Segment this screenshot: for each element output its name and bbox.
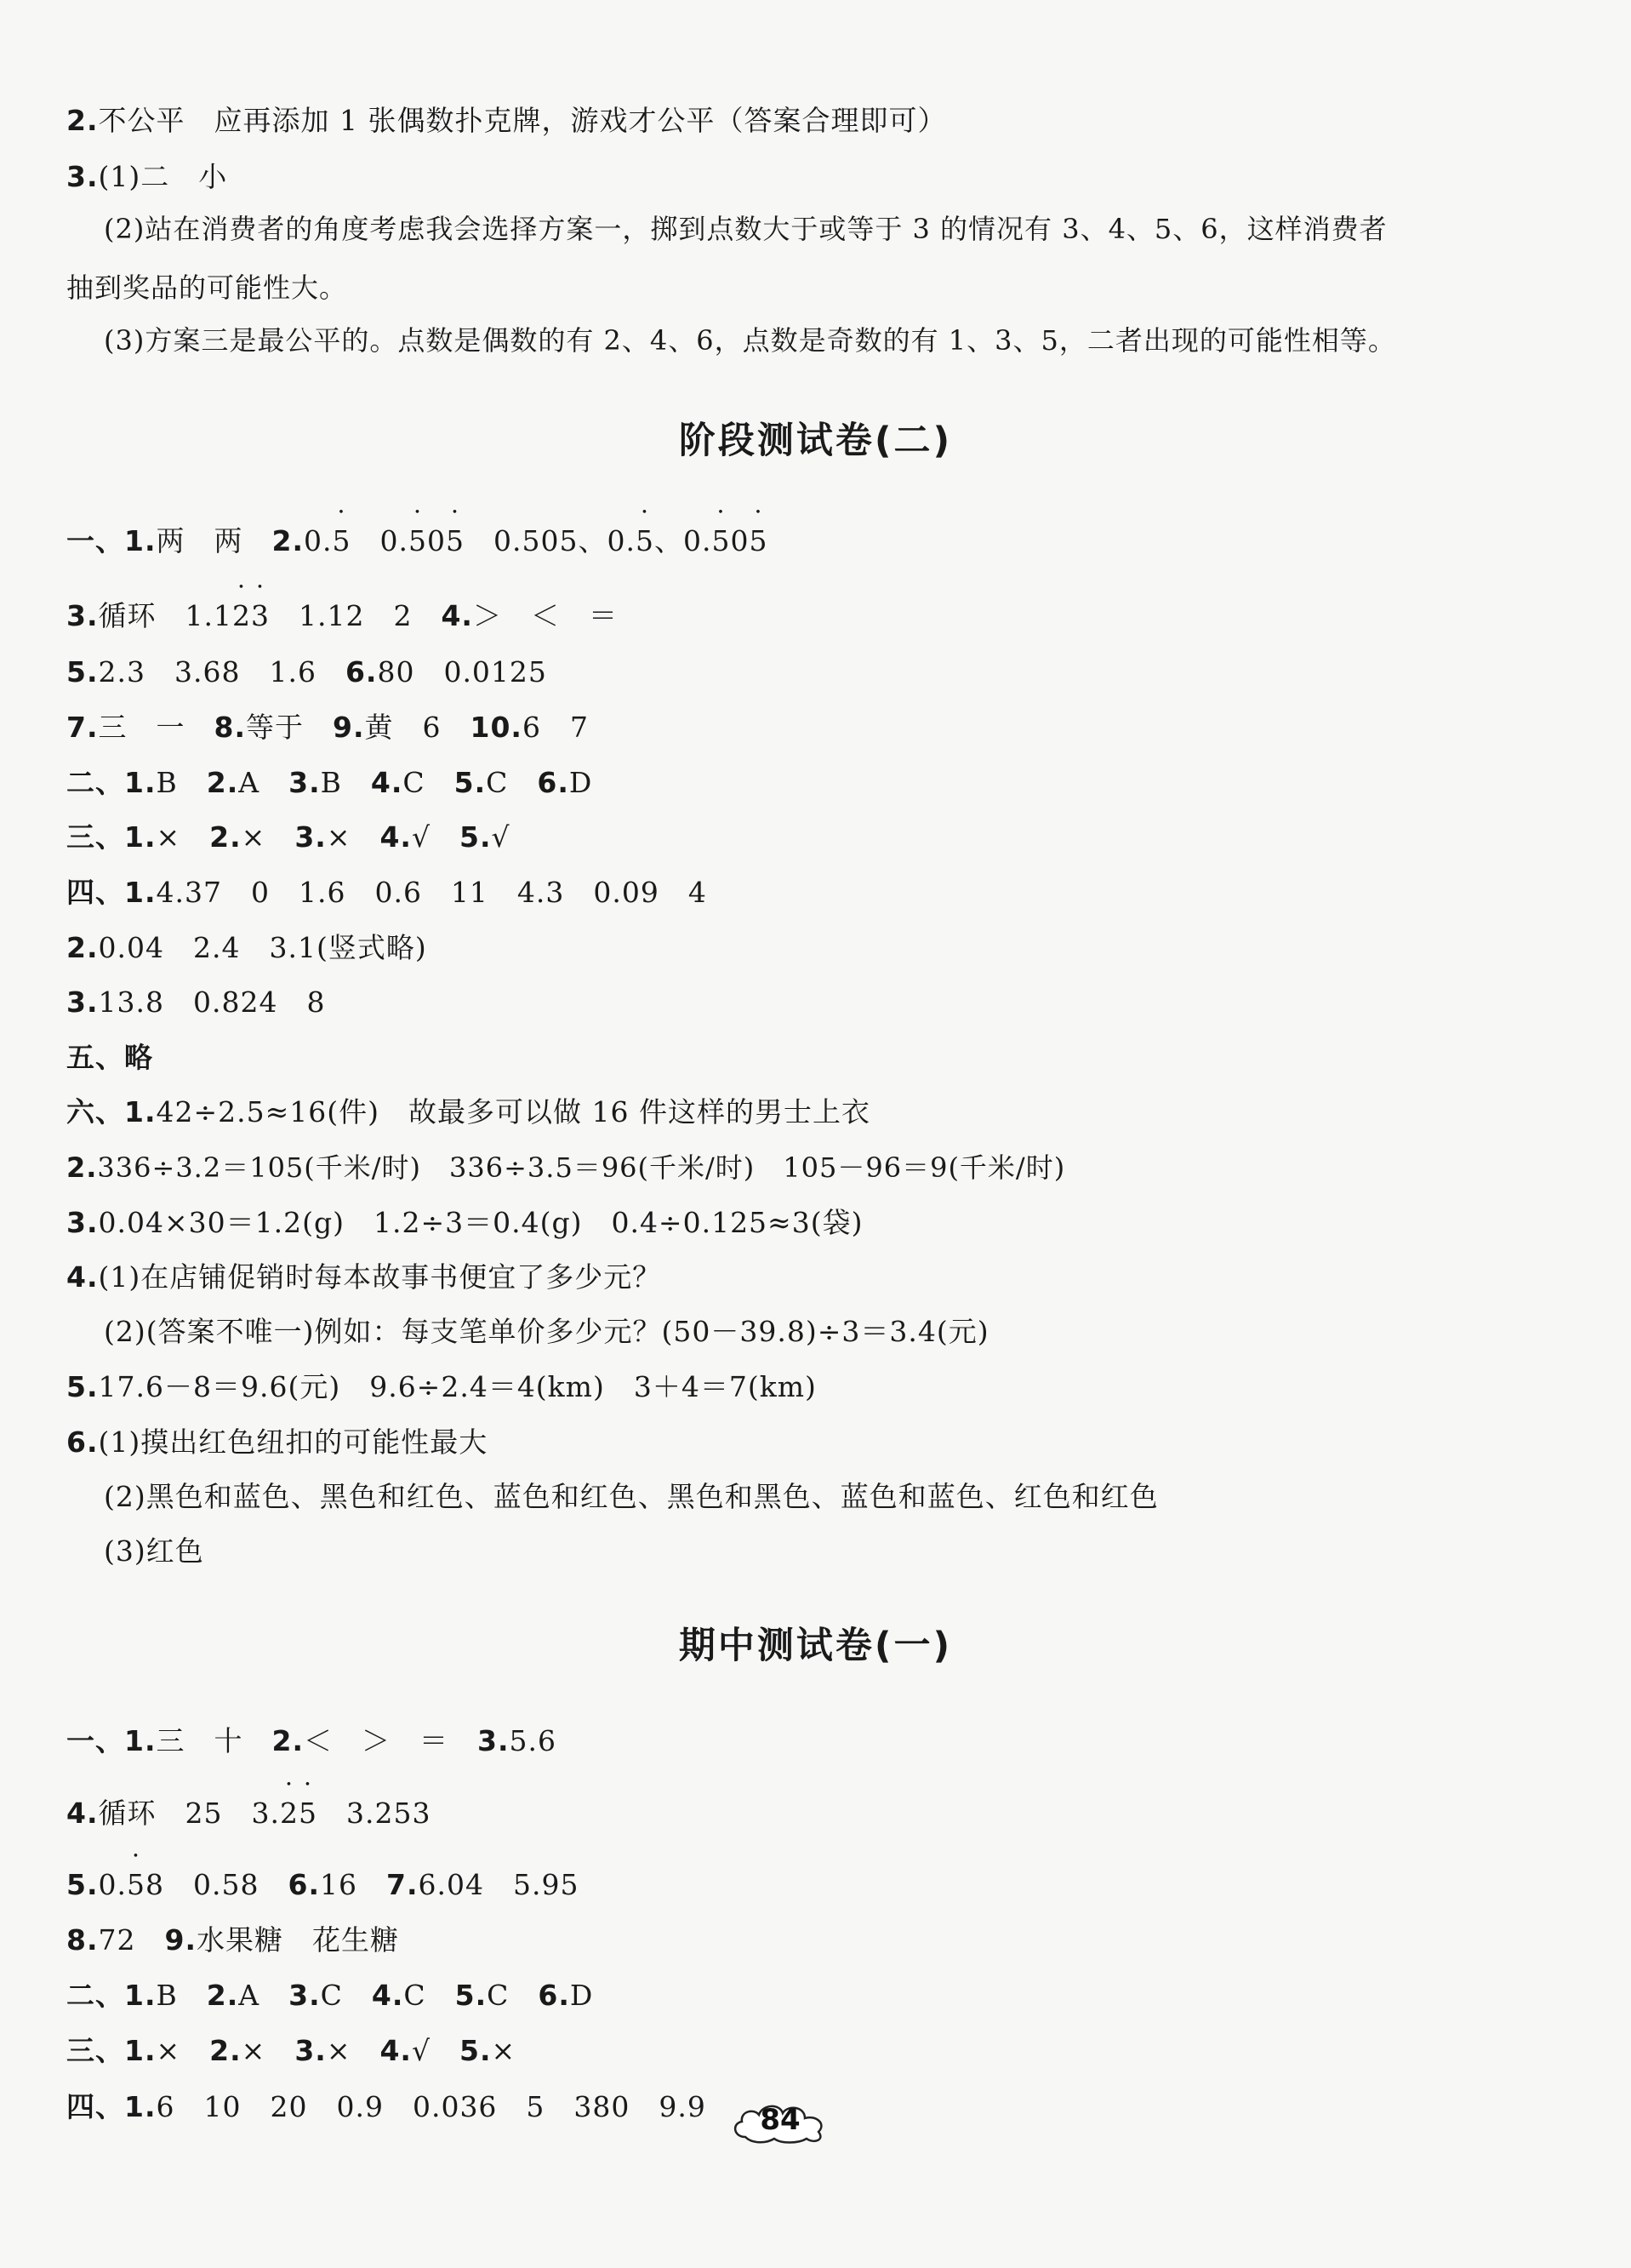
- repeating-dot: • 5: [127, 1868, 145, 1902]
- repeating-dot: • 5: [711, 524, 730, 558]
- answer-line: (2)站在消费者的角度考虑我会选择方案一，掷到点数大于或等于 3 的情况有 3、4、5、6，这样消费者: [104, 213, 1388, 245]
- answer-line: 4.(1)在店铺促销时每本故事书便宜了多少元？: [66, 1260, 662, 1294]
- repeating-dot: • 5: [749, 524, 767, 558]
- answer-line: 四、1.6 10 20 0.9 0.036 5 380 9.9: [66, 2090, 706, 2123]
- repeating-dot: • 3: [251, 599, 270, 633]
- repeating-dot: • 2: [232, 599, 251, 633]
- answer-line: 三、1.× 2.× 3.× 4.√ 5.√: [66, 820, 510, 854]
- answer-line: (3)红色: [104, 1534, 204, 1568]
- answer-line: 六、1.42÷2.5≈16(件) 故最多可以做 16 件这样的男士上衣: [66, 1095, 870, 1128]
- section-title: 期中测试卷(一): [678, 1625, 953, 1667]
- repeating-dot: • 5: [408, 524, 427, 558]
- page-number-badge: [730, 2098, 830, 2145]
- answer-line: 2.不公平 应再添加 1 张偶数扑克牌，游戏才公平（答案合理即可）: [66, 104, 947, 137]
- page-number: 84: [760, 2103, 801, 2137]
- answer-line: 5.0.• 58 0.58 6.16 7.6.04 5.95: [66, 1868, 579, 1902]
- answer-line: 5.2.3 3.68 1.6 6.80 0.0125: [66, 655, 547, 688]
- answer-line: 一、1.三 十 2.＜ ＞ ＝ 3.5.6: [66, 1724, 556, 1757]
- repeating-dot: • 5: [636, 524, 654, 558]
- answer-line: 4.循环 25 3.• 2• 5 3.253: [66, 1797, 431, 1831]
- answer-line: 五、略: [66, 1041, 153, 1074]
- answer-line: 2.336÷3.2＝105(千米/时) 336÷3.5＝96(千米/时) 105－96＝9(千米/时): [66, 1151, 1066, 1184]
- answer-line: 抽到奖品的可能性大。: [66, 271, 348, 304]
- answer-line: 二、1.B 2.A 3.B 4.C 5.C 6.D: [66, 766, 593, 799]
- repeating-dot: • 2: [280, 1797, 299, 1831]
- repeating-dot: • 5: [446, 524, 465, 558]
- repeating-dot: • 5: [333, 524, 351, 558]
- answer-line: 8.72 9.水果糖 花生糖: [66, 1923, 399, 1957]
- answer-line: 一、1.两 两 2.0.• 5 0.• 50• 5 0.505、0.• 5、0.• 50• 5: [66, 524, 767, 558]
- answer-line: 四、1.4.37 0 1.6 0.6 11 4.3 0.09 4: [66, 876, 707, 909]
- answer-line: 三、1.× 2.× 3.× 4.√ 5.×: [66, 2034, 516, 2067]
- answer-line: (2)黑色和蓝色、黑色和红色、蓝色和红色、黑色和黑色、蓝色和蓝色、红色和红色: [104, 1480, 1159, 1513]
- answer-line: 6.(1)摸出红色纽扣的可能性最大: [66, 1425, 488, 1459]
- answer-line: 3.(1)二 小: [66, 160, 228, 193]
- section-title: 阶段测试卷(二): [678, 420, 953, 462]
- answer-line: 3.循环 1.1• 2• 3 1.12 2 4.＞ ＜ ＝: [66, 599, 618, 633]
- answer-line: 3.13.8 0.824 8: [66, 985, 326, 1019]
- answer-line: (3)方案三是最公平的。点数是偶数的有 2、4、6，点数是奇数的有 1、3、5，二者出现的可能性相等。: [104, 324, 1396, 357]
- repeating-dot: • 5: [299, 1797, 317, 1831]
- answer-line: 2.0.04 2.4 3.1(竖式略): [66, 931, 427, 964]
- answer-line: 3.0.04×30＝1.2(g) 1.2÷3＝0.4(g) 0.4÷0.125≈3(袋): [66, 1206, 864, 1239]
- answer-line: 二、1.B 2.A 3.C 4.C 5.C 6.D: [66, 1979, 594, 2012]
- answer-line: 7.三 一 8.等于 9.黄 6 10.6 7: [66, 711, 589, 744]
- answer-line: (2)(答案不唯一)例如：每支笔单价多少元？(50－39.8)÷3＝3.4(元): [104, 1315, 989, 1348]
- answer-line: 5.17.6－8＝9.6(元) 9.6÷2.4＝4(km) 3＋4＝7(km): [66, 1370, 817, 1403]
